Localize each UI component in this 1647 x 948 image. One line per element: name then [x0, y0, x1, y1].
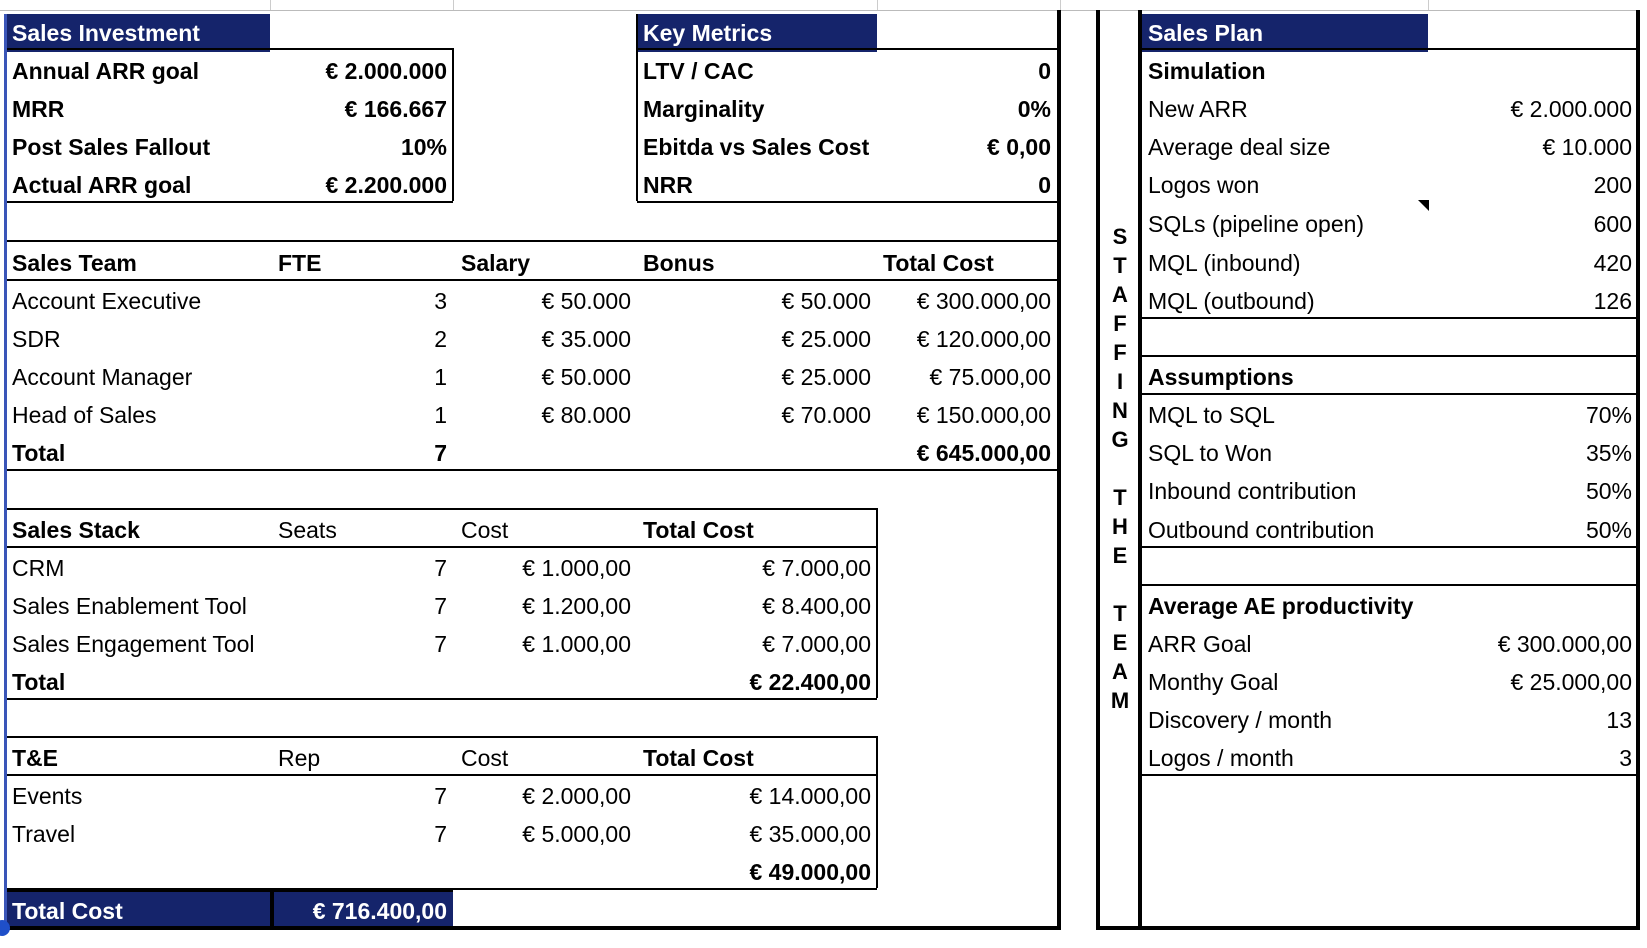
plan-title[interactable]: Sales Plan [1142, 14, 1428, 52]
border [1142, 317, 1638, 319]
stack-row-total[interactable]: € 8.400,00 [762, 593, 871, 619]
border [6, 48, 453, 50]
border [0, 926, 1060, 930]
assumption-value[interactable]: 50% [1585, 478, 1632, 504]
team-row-fte[interactable]: 3 [434, 288, 447, 314]
investment-value[interactable]: € 2.000.000 [325, 58, 447, 84]
border [1636, 10, 1640, 930]
team-row-bonus[interactable]: € 25.000 [781, 364, 871, 390]
metrics-value[interactable]: 0% [1017, 96, 1051, 122]
border [6, 774, 877, 776]
investment-value[interactable]: 10% [400, 134, 447, 160]
border [6, 240, 1057, 242]
team-row-total[interactable]: € 150.000,00 [916, 402, 1051, 428]
stack-row-total[interactable]: € 7.000,00 [762, 555, 871, 581]
metrics-value[interactable]: 0 [1038, 172, 1051, 198]
investment-label[interactable]: Post Sales Fallout [12, 134, 211, 160]
team-row-total[interactable]: € 120.000,00 [916, 326, 1051, 352]
simulation-title[interactable]: Simulation [1148, 58, 1266, 84]
investment-value[interactable]: € 2.200.000 [325, 172, 447, 198]
te-row-name[interactable]: Travel [12, 821, 76, 847]
team-row-total[interactable]: € 75.000,00 [929, 364, 1051, 390]
team-total-fte[interactable]: 7 [434, 440, 447, 466]
grand-total-label[interactable]: Total Cost [6, 892, 270, 930]
border [637, 48, 1057, 50]
productivity-value[interactable]: € 25.000,00 [1510, 669, 1632, 695]
team-row-fte[interactable]: 2 [434, 326, 447, 352]
border [6, 201, 453, 203]
team-row-salary[interactable]: € 50.000 [541, 288, 631, 314]
border [6, 888, 453, 892]
team-total-label[interactable]: Total [12, 440, 66, 466]
border [6, 469, 1057, 471]
team-header-name[interactable]: Sales Team [12, 250, 137, 276]
team-row-total[interactable]: € 300.000,00 [916, 288, 1051, 314]
te-row-total[interactable]: € 35.000,00 [749, 821, 871, 847]
border [452, 48, 454, 201]
simulation-label[interactable]: MQL (inbound) [1148, 250, 1301, 276]
team-header-total[interactable]: Total Cost [883, 250, 994, 276]
te-header-name[interactable]: T&E [12, 745, 58, 771]
investment-label[interactable]: Annual ARR goal [12, 58, 199, 84]
simulation-label[interactable]: Logos won [1148, 172, 1260, 198]
investment-label[interactable]: Actual ARR goal [12, 172, 192, 198]
investment-value[interactable]: € 166.667 [344, 96, 447, 122]
simulation-value[interactable]: 600 [1593, 211, 1632, 237]
grand-total-value[interactable]: € 716.400,00 [274, 892, 453, 930]
assumption-label[interactable]: SQL to Won [1148, 440, 1273, 466]
stack-total-cost[interactable]: € 22.400,00 [749, 669, 871, 695]
productivity-value[interactable]: 3 [1619, 745, 1632, 771]
assumption-value[interactable]: 50% [1585, 517, 1632, 543]
border [1142, 584, 1638, 586]
team-row-fte[interactable]: 1 [434, 364, 447, 390]
simulation-label[interactable]: MQL (outbound) [1148, 288, 1315, 314]
border [6, 698, 877, 700]
stack-header-total[interactable]: Total Cost [643, 517, 754, 543]
border [6, 508, 877, 510]
stack-row-seats[interactable]: 7 [434, 631, 447, 657]
grid-line [1428, 0, 1429, 10]
grid-line [453, 0, 454, 10]
te-header-rep[interactable]: Rep [278, 745, 321, 771]
simulation-value[interactable]: € 10.000 [1542, 134, 1632, 160]
simulation-label[interactable]: New ARR [1148, 96, 1248, 122]
te-header-total[interactable]: Total Cost [643, 745, 754, 771]
border [1057, 10, 1061, 930]
stack-row-name[interactable]: CRM [12, 555, 65, 581]
assumptions-title[interactable]: Assumptions [1148, 364, 1294, 390]
stack-header-name[interactable]: Sales Stack [12, 517, 140, 543]
productivity-value[interactable]: 13 [1606, 707, 1632, 733]
investment-title[interactable]: Sales Investment [6, 14, 270, 52]
team-header-bonus[interactable]: Bonus [643, 250, 715, 276]
assumption-label[interactable]: Inbound contribution [1148, 478, 1357, 504]
border [6, 546, 877, 548]
te-row-cost[interactable]: € 2.000,00 [522, 783, 631, 809]
simulation-value[interactable]: 126 [1593, 288, 1632, 314]
te-row-rep[interactable]: 7 [434, 821, 447, 847]
selection-edge [4, 14, 7, 926]
productivity-value[interactable]: € 300.000,00 [1497, 631, 1632, 657]
border [637, 201, 1057, 203]
team-row-name[interactable]: Account Manager [12, 364, 193, 390]
team-row-salary[interactable]: € 35.000 [541, 326, 631, 352]
te-header-cost[interactable]: Cost [461, 745, 509, 771]
team-header-salary[interactable]: Salary [461, 250, 531, 276]
productivity-title[interactable]: Average AE productivity [1148, 593, 1414, 619]
stack-row-name[interactable]: Sales Engagement Tool [12, 631, 255, 657]
simulation-label[interactable]: Average deal size [1148, 134, 1331, 160]
stack-row-seats[interactable]: 7 [434, 555, 447, 581]
te-total-cost[interactable]: € 49.000,00 [749, 859, 871, 885]
metrics-label[interactable]: Ebitda vs Sales Cost [643, 134, 870, 160]
team-row-bonus[interactable]: € 50.000 [781, 288, 871, 314]
team-row-bonus[interactable]: € 70.000 [781, 402, 871, 428]
grid-line [1060, 0, 1061, 10]
stack-row-name[interactable]: Sales Enablement Tool [12, 593, 247, 619]
stack-row-total[interactable]: € 7.000,00 [762, 631, 871, 657]
assumption-value[interactable]: 70% [1585, 402, 1632, 428]
team-row-salary[interactable]: € 80.000 [541, 402, 631, 428]
productivity-label[interactable]: Logos / month [1148, 745, 1294, 771]
stack-header-seats[interactable]: Seats [278, 517, 337, 543]
border [1142, 546, 1638, 548]
simulation-label[interactable]: SQLs (pipeline open) [1148, 211, 1365, 237]
border [1142, 355, 1638, 357]
border [1142, 393, 1638, 395]
stack-row-cost[interactable]: € 1.000,00 [522, 631, 631, 657]
simulation-value[interactable]: 420 [1593, 250, 1632, 276]
border [6, 279, 1057, 281]
team-header-fte[interactable]: FTE [278, 250, 322, 276]
border [876, 508, 878, 698]
team-row-bonus[interactable]: € 25.000 [781, 326, 871, 352]
metrics-value[interactable]: 0 [1038, 58, 1051, 84]
metrics-label[interactable]: Marginality [643, 96, 765, 122]
team-row-name[interactable]: Account Executive [12, 288, 202, 314]
border [6, 736, 877, 738]
stack-total-label[interactable]: Total [12, 669, 66, 695]
te-row-cost[interactable]: € 5.000,00 [522, 821, 631, 847]
productivity-label[interactable]: Discovery / month [1148, 707, 1333, 733]
border [1142, 774, 1638, 776]
team-row-fte[interactable]: 1 [434, 402, 447, 428]
border [876, 736, 878, 888]
border [636, 14, 638, 201]
selection-handle[interactable] [0, 920, 10, 936]
assumption-value[interactable]: 35% [1585, 440, 1632, 466]
te-row-rep[interactable]: 7 [434, 783, 447, 809]
investment-label[interactable]: MRR [12, 96, 65, 122]
te-row-name[interactable]: Events [12, 783, 83, 809]
grid-line [270, 0, 271, 10]
border [1096, 926, 1638, 930]
productivity-label[interactable]: ARR Goal [1148, 631, 1252, 657]
simulation-value[interactable]: € 2.000.000 [1510, 96, 1632, 122]
top-grid-line [0, 10, 1640, 11]
stack-row-seats[interactable]: 7 [434, 593, 447, 619]
simulation-value[interactable]: 200 [1593, 172, 1632, 198]
productivity-label[interactable]: Monthy Goal [1148, 669, 1279, 695]
stack-row-cost[interactable]: € 1.200,00 [522, 593, 631, 619]
staffing-the-team-label: S T A F F I N G T H E T E A M [1110, 224, 1130, 713]
metrics-label[interactable]: NRR [643, 172, 693, 198]
metrics-title[interactable]: Key Metrics [637, 14, 877, 52]
comment-indicator-icon[interactable] [1418, 200, 1429, 211]
team-row-salary[interactable]: € 50.000 [541, 364, 631, 390]
assumption-label[interactable]: MQL to SQL [1148, 402, 1275, 428]
stack-row-cost[interactable]: € 1.000,00 [522, 555, 631, 581]
stack-header-cost[interactable]: Cost [461, 517, 509, 543]
team-row-name[interactable]: Head of Sales [12, 402, 157, 428]
border [1142, 48, 1638, 50]
grid-line [877, 0, 878, 10]
metrics-value[interactable]: € 0,00 [987, 134, 1051, 160]
border [270, 888, 274, 930]
metrics-label[interactable]: LTV / CAC [643, 58, 754, 84]
team-total-cost[interactable]: € 645.000,00 [916, 440, 1051, 466]
assumption-label[interactable]: Outbound contribution [1148, 517, 1375, 543]
te-row-total[interactable]: € 14.000,00 [749, 783, 871, 809]
team-row-name[interactable]: SDR [12, 326, 61, 352]
